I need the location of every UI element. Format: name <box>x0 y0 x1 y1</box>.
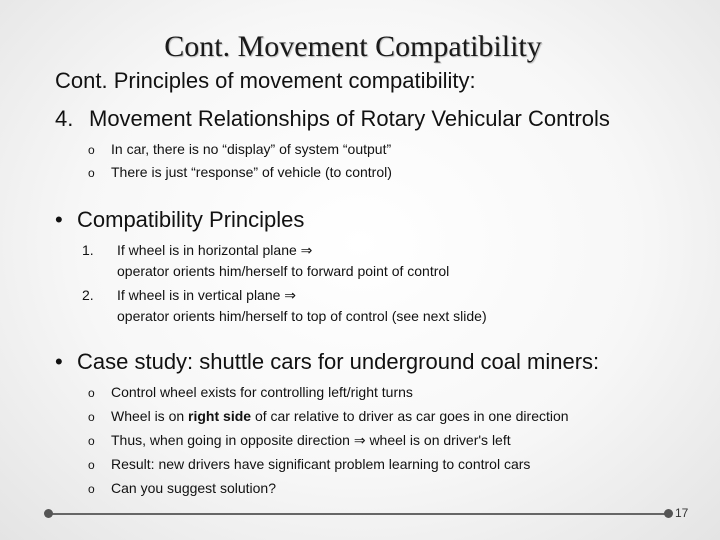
list-item: o Result: new drivers have significant problem learning to control cars <box>88 453 569 477</box>
footer-divider <box>48 513 668 515</box>
section-heading-text: Movement Relationships of Rotary Vehicular Controls <box>89 106 610 131</box>
circle-bullet-icon: o <box>88 482 95 496</box>
list-item: 2. If wheel is in vertical plane ⇒ operator orients him/herself to top of control (see next slide) <box>82 285 487 327</box>
bullet-icon: • <box>55 207 63 232</box>
list-item: o Wheel is on right side of car relative to driver as car goes in one direction <box>88 405 569 429</box>
section-number: 4. <box>55 106 74 131</box>
section-heading <box>55 106 610 132</box>
list-item: o Thus, when going in opposite direction ⇒ wheel is on driver's left <box>88 429 569 453</box>
list-item: o In car, there is no “display” of system “output” <box>88 138 392 161</box>
intro-line: Cont. Principles of movement compatibility: <box>55 68 476 93</box>
slide-title: Cont. Movement Compatibility <box>164 30 542 63</box>
section-bullet-list <box>88 138 392 184</box>
circle-bullet-icon: o <box>88 166 95 180</box>
item-number: 2. <box>82 287 94 303</box>
footer-left-dot-icon <box>44 509 53 518</box>
list-item: 1. If wheel is in horizontal plane ⇒ operator orients him/herself to forward point of control <box>82 240 487 282</box>
item-number: 1. <box>82 242 94 258</box>
circle-bullet-icon: o <box>88 386 95 400</box>
list-item: o Control wheel exists for controlling left/right turns <box>88 381 569 405</box>
list-item: o There is just “response” of vehicle (to control) <box>88 161 392 184</box>
compatibility-heading-text: Compatibility Principles <box>77 207 305 232</box>
circle-bullet-icon: o <box>88 434 95 448</box>
case-study-heading-text: Case study: shuttle cars for underground coal miners: <box>77 349 600 374</box>
circle-bullet-icon: o <box>88 143 95 157</box>
page-number: 17 <box>675 506 689 520</box>
circle-bullet-icon: o <box>88 410 95 424</box>
footer-right-dot-icon <box>664 509 673 518</box>
bullet-icon: • <box>55 349 63 374</box>
case-study-list <box>88 381 569 501</box>
case-study-heading <box>55 349 599 375</box>
list-item: o Can you suggest solution? <box>88 477 569 501</box>
compatibility-list <box>82 240 487 330</box>
compatibility-heading <box>55 207 304 233</box>
circle-bullet-icon: o <box>88 458 95 472</box>
